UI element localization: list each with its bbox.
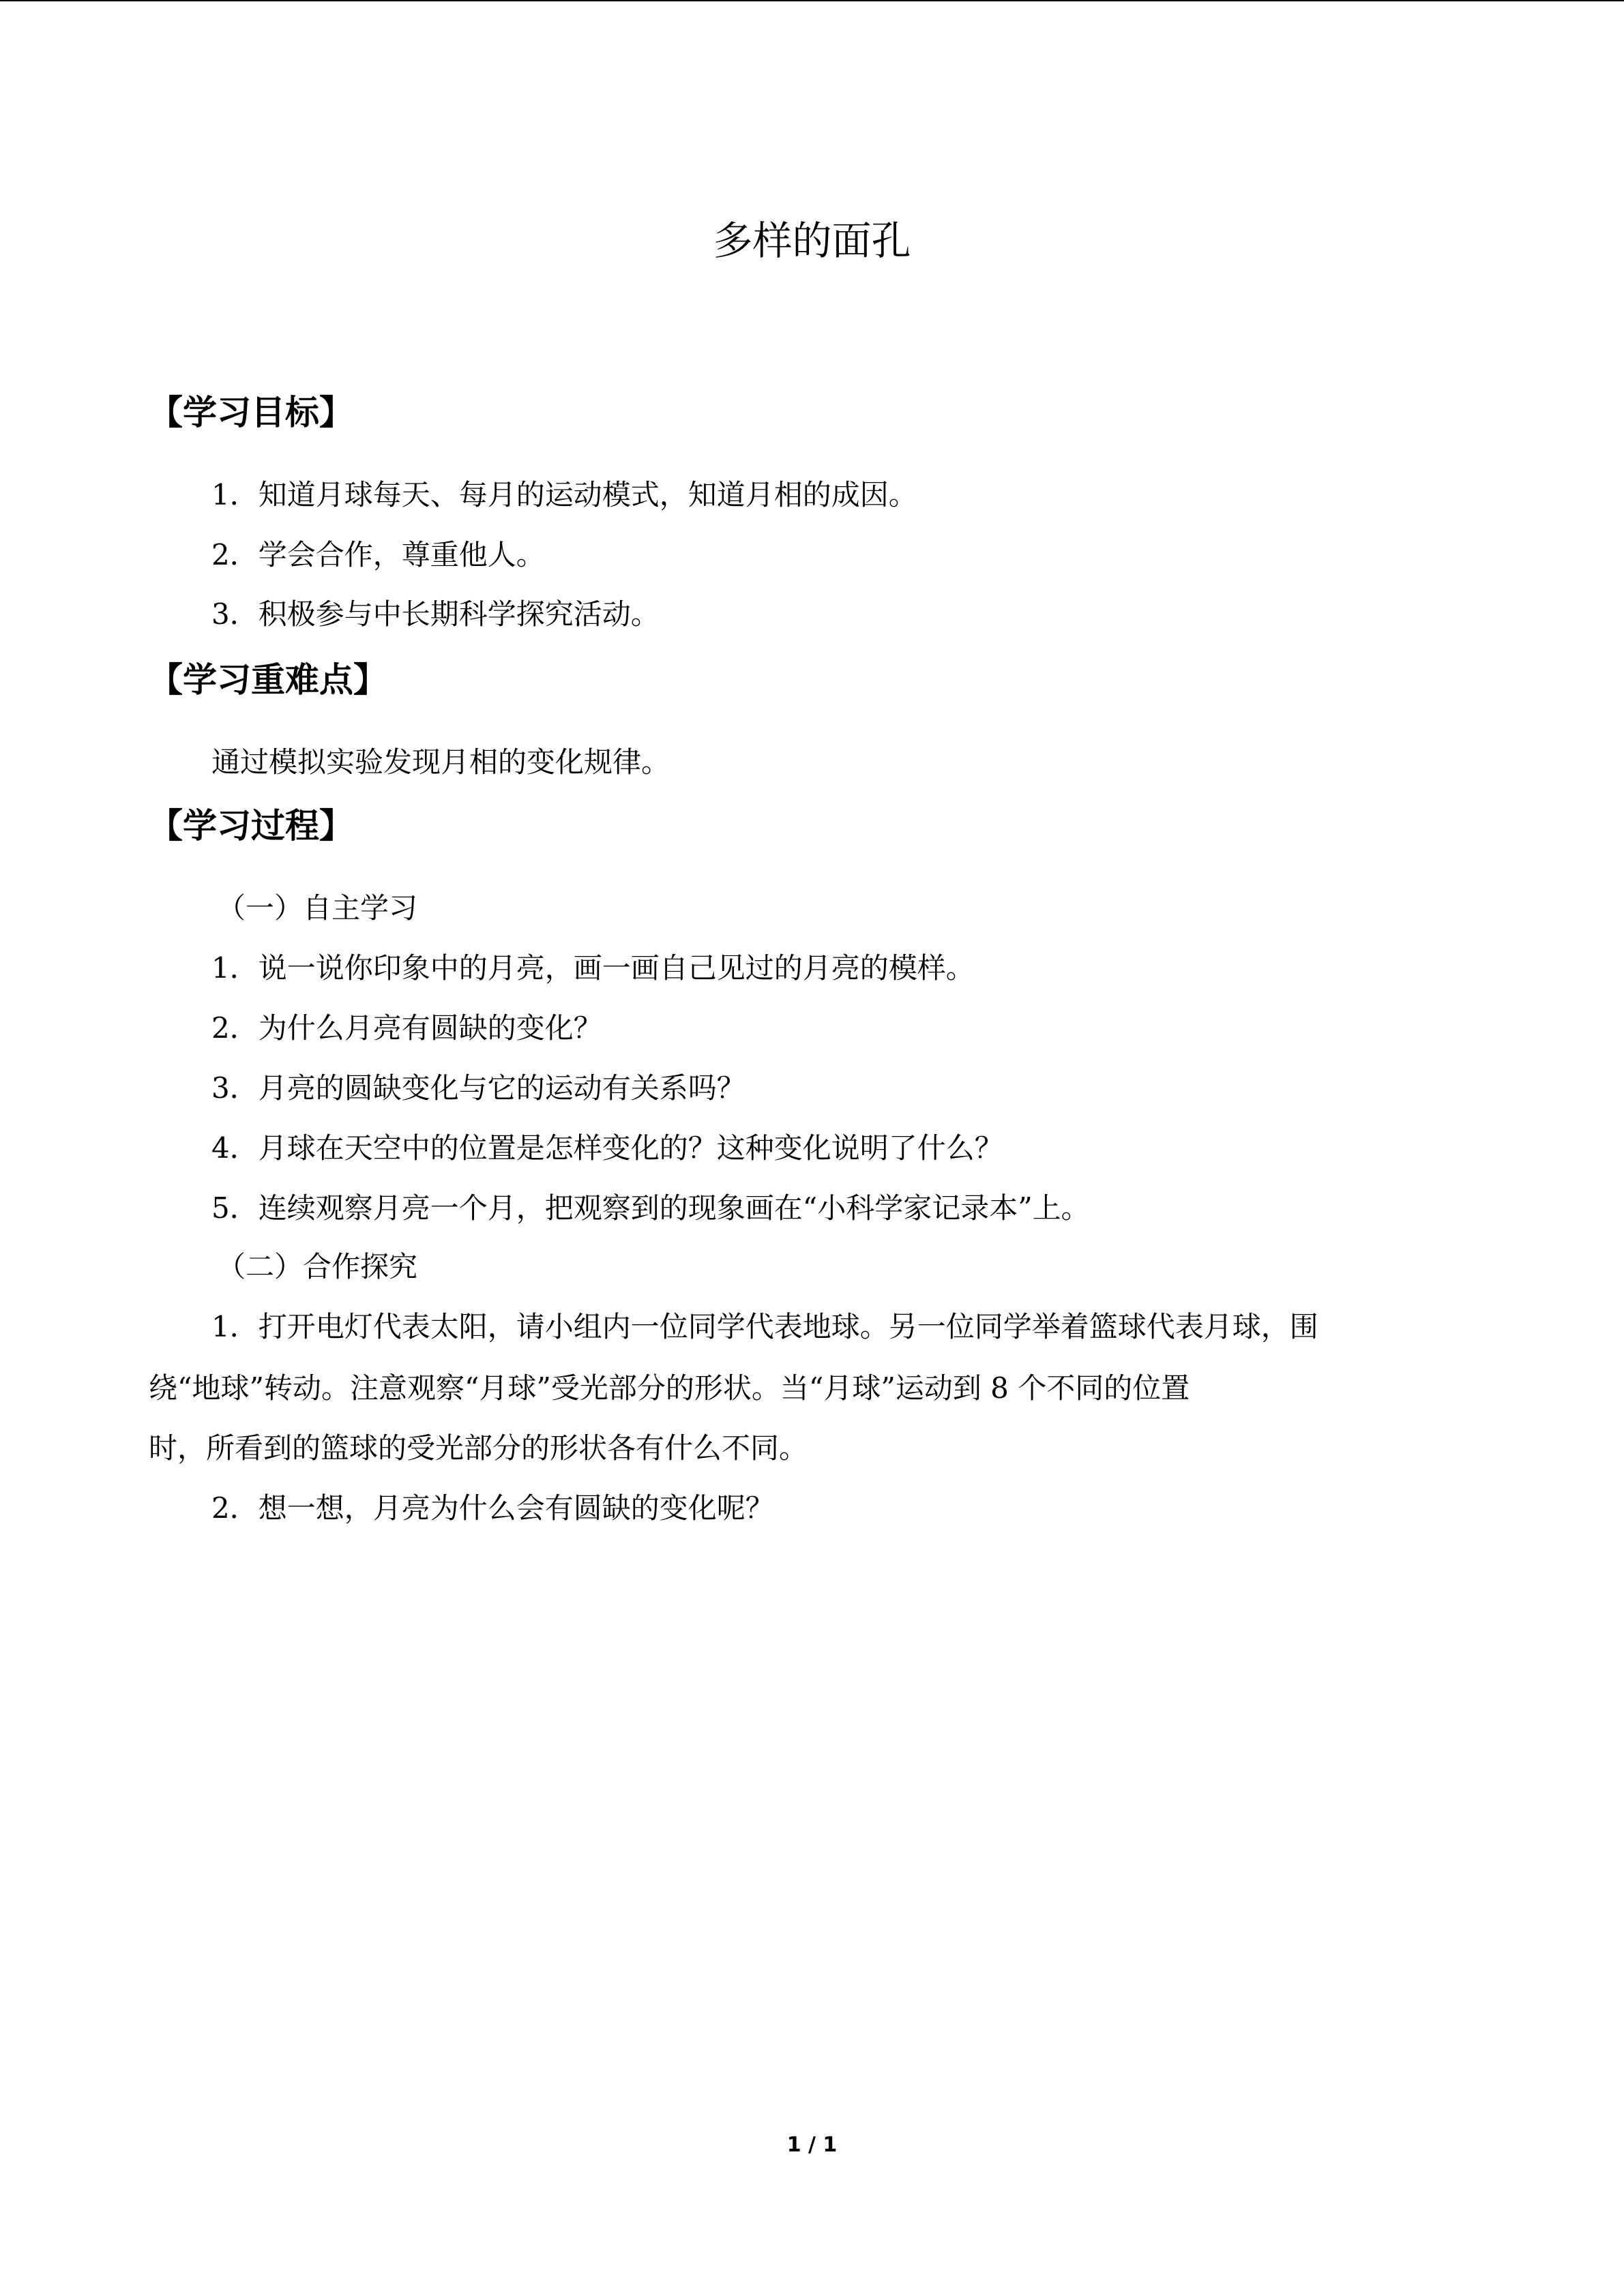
document-title: 多样的面孔 — [713, 218, 911, 264]
self-study-item-1: 1．说一说你印象中的月亮，画一画自己见过的月亮的模样。 — [211, 951, 975, 985]
cooperative-item-1-line-2: 绕“地球”转动。注意观察“月球”受光部分的形状。当“月球”运动到 8 个不同的位置 — [149, 1371, 1190, 1405]
cooperative-label: （二）合作探究 — [217, 1250, 418, 1283]
heading-objectives: 【学习目标】 — [149, 393, 353, 432]
self-study-item-4: 4．月球在天空中的位置是怎样变化的？这种变化说明了什么？ — [211, 1131, 1003, 1165]
heading-key-points: 【学习重难点】 — [149, 660, 387, 700]
self-study-label: （一）自主学习 — [217, 891, 418, 925]
self-study-item-3: 3．月亮的圆缺变化与它的运动有关系吗？ — [211, 1071, 745, 1105]
cooperative-item-2: 2．想一想，月亮为什么会有圆缺的变化呢？ — [211, 1491, 774, 1525]
objective-item-1: 1．知道月球每天、每月的运动模式，知道月相的成因。 — [211, 478, 917, 511]
self-study-item-2: 2．为什么月亮有圆缺的变化？ — [211, 1011, 602, 1045]
key-points-text: 通过模拟实验发现月相的变化规律。 — [211, 745, 670, 779]
cooperative-item-1-line-1: 1．打开电灯代表太阳，请小组内一位同学代表地球。另一位同学举着篮球代表月球，围 — [211, 1310, 1318, 1343]
page-number: 1 / 1 — [786, 2133, 838, 2157]
top-border-line — [0, 0, 1624, 1]
cooperative-item-1-line-3: 时，所看到的篮球的受光部分的形状各有什么不同。 — [149, 1431, 808, 1465]
objective-item-2: 2．学会合作，尊重他人。 — [211, 538, 545, 571]
objective-item-3: 3．积极参与中长期科学探究活动。 — [211, 597, 660, 631]
heading-process: 【学习过程】 — [149, 806, 353, 846]
self-study-item-5: 5．连续观察月亮一个月，把观察到的现象画在“小科学家记录本”上。 — [211, 1191, 1090, 1225]
